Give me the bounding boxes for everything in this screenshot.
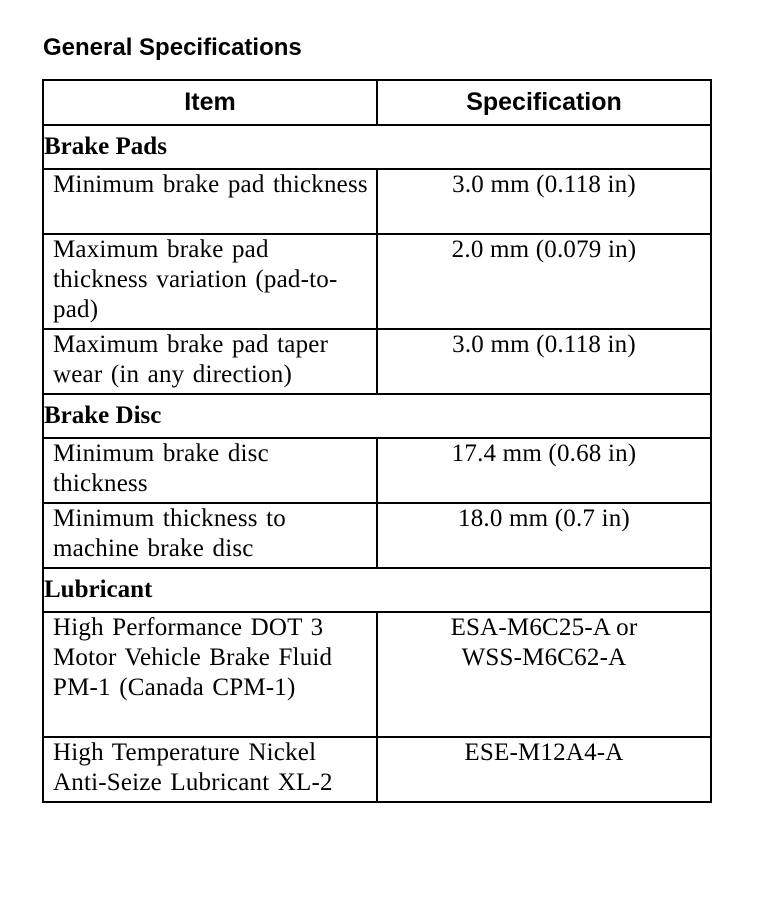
specification-cell: ESE-M12A4-A [377, 737, 711, 802]
table-row [43, 438, 711, 503]
specification-cell: 2.0 mm (0.079 in) [377, 234, 711, 329]
item-cell: High Performance DOT 3 Motor Vehicle Brake Fluid PM-1 (Canada CPM-1) [43, 612, 377, 737]
table-row [43, 503, 711, 568]
section-row-brake-disc [43, 394, 711, 438]
section-row-brake-pads [43, 125, 711, 169]
specification-cell: ESA-M6C25-A or WSS-M6C62-A [377, 612, 711, 737]
item-cell: Minimum brake pad thickness [43, 169, 377, 234]
item-cell: High Temperature Nickel Anti-Seize Lubricant XL-2 [43, 737, 377, 802]
table-row [43, 234, 711, 329]
section-row-lubricant [43, 568, 711, 612]
column-header-item: Item [43, 80, 377, 125]
item-cell: Minimum brake disc thickness [43, 438, 377, 503]
specification-cell: 3.0 mm (0.118 in) [377, 329, 711, 394]
section-title: Lubricant [43, 568, 711, 612]
table-header-row [43, 80, 711, 125]
column-header-specification: Specification [377, 80, 711, 125]
specifications-table [42, 79, 712, 803]
table-row [43, 329, 711, 394]
item-cell: Minimum thickness to machine brake disc [43, 503, 377, 568]
specification-cell: 17.4 mm (0.68 in) [377, 438, 711, 503]
table-row [43, 612, 711, 737]
specification-cell: 18.0 mm (0.7 in) [377, 503, 711, 568]
page-title: General Specifications [43, 34, 302, 61]
item-cell: Maximum brake pad thickness variation (pad-to-pad) [43, 234, 377, 329]
specification-cell: 3.0 mm (0.118 in) [377, 169, 711, 234]
section-title: Brake Disc [43, 394, 711, 438]
item-cell: Maximum brake pad taper wear (in any direction) [43, 329, 377, 394]
table-row [43, 169, 711, 234]
section-title: Brake Pads [43, 125, 711, 169]
table-row [43, 737, 711, 802]
